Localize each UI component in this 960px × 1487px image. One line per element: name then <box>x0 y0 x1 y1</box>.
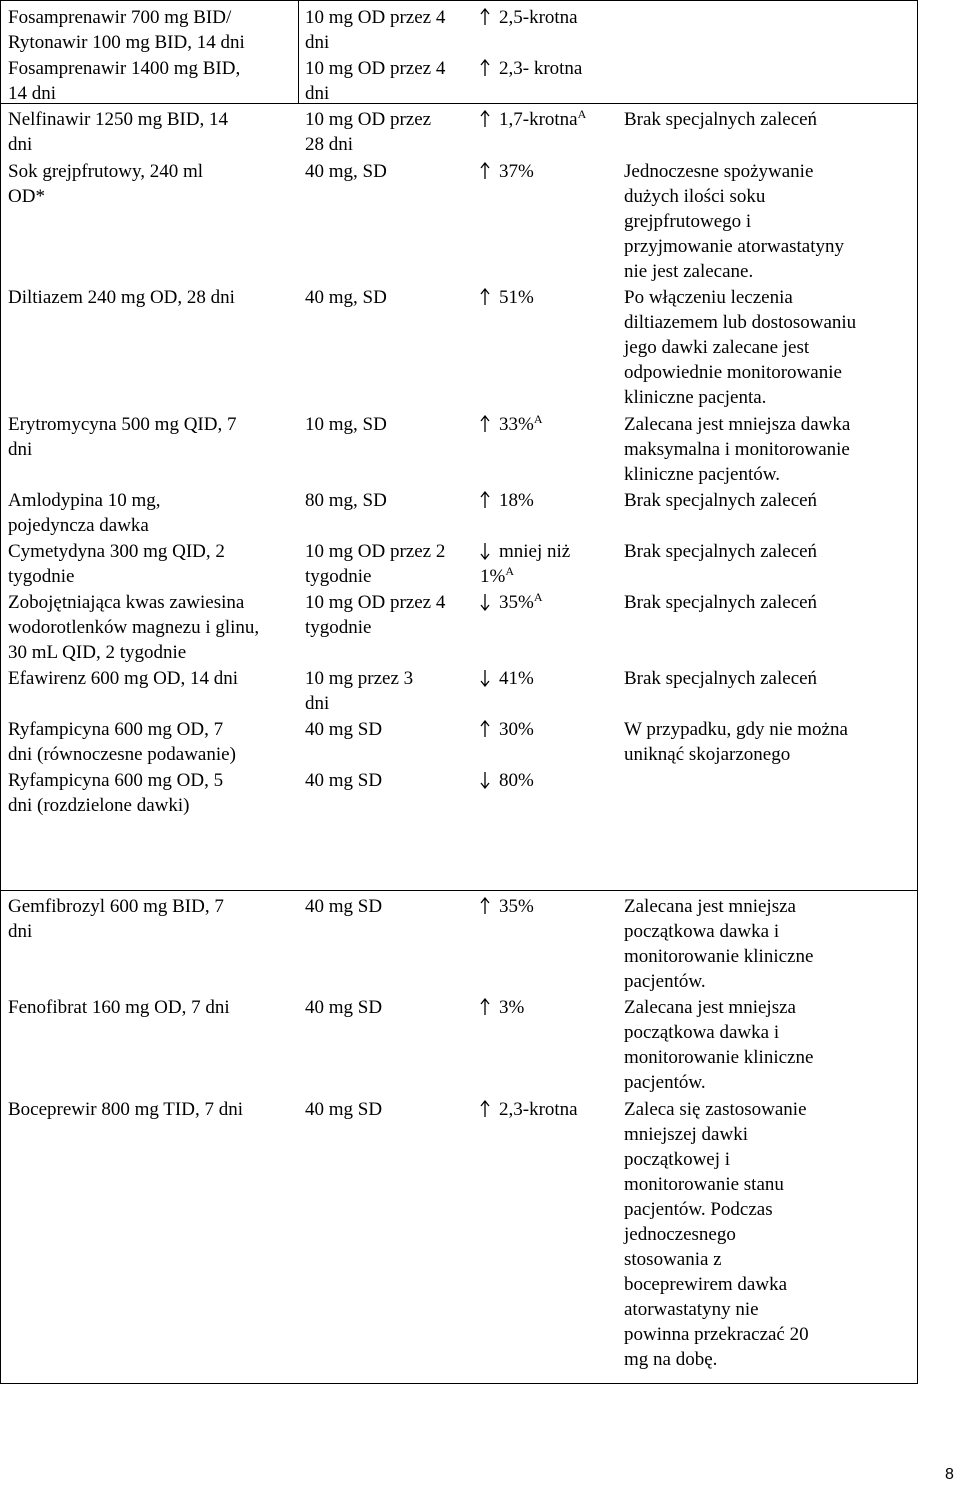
dose-cell: 10 mg OD przez 28 dni <box>305 109 432 155</box>
change-cell <box>480 412 620 437</box>
arrow-down-icon <box>480 593 490 611</box>
arrow-up-icon <box>480 415 490 433</box>
recommendation-cell: Zaleca się zastosowanie mniejszej dawki początkowej i monitorowanie stanu pacjentów. Podczas jednoczesnego stosowania z boceprewirem dawka atorwastatyny nie powinna przekraczać 20 mg na dobę. <box>624 1099 809 1370</box>
drug-cell: Ryfampicyna 600 mg OD, 7 dni (równoczesne podawanie) <box>8 719 236 765</box>
dose-cell: 10 mg, SD <box>305 414 387 435</box>
recommendation-cell: Brak specjalnych zaleceń <box>624 592 818 613</box>
change-cell <box>480 1097 620 1122</box>
change-value: 18% <box>499 490 534 511</box>
recommendation-cell: Jednoczesne spożywanie dużych ilości soku grejpfrutowego i przyjmowanie atorwastatyny nie jest zalecane. <box>624 161 845 282</box>
recommendation-cell: Po włączeniu leczenia diltiazemem lub dostosowaniu jego dawki zalecane jest odpowiednie monitorowanie kliniczne pacjenta. <box>624 287 857 408</box>
recommendation-cell: Zalecana jest mniejsza początkowa dawka i monitorowanie kliniczne pacjentów. <box>624 997 814 1093</box>
dose-cell: 10 mg OD przez 4 dni <box>305 58 446 104</box>
drug-cell: Diltiazem 240 mg OD, 28 dni <box>8 287 235 308</box>
drug-cell: Boceprewir 800 mg TID, 7 dni <box>8 1099 243 1120</box>
change-value: 51% <box>499 287 534 308</box>
drug-cell: Gemfibrozyl 600 mg BID, 7 dni <box>8 896 224 942</box>
change-cell <box>480 768 620 793</box>
drug-cell: Amlodypina 10 mg, pojedyncza dawka <box>8 490 161 536</box>
change-cell <box>480 995 620 1020</box>
dose-cell: 40 mg SD <box>305 1099 383 1120</box>
dose-cell: 40 mg SD <box>305 719 383 740</box>
change-value: 2,3-krotna <box>499 1099 578 1120</box>
recommendation-cell: Brak specjalnych zaleceń <box>624 541 818 562</box>
dose-cell: 40 mg, SD <box>305 287 387 308</box>
arrow-up-icon <box>480 897 490 915</box>
change-value: 2,5-krotna <box>499 7 578 28</box>
arrow-up-icon <box>480 720 490 738</box>
drug-cell: Cymetydyna 300 mg QID, 2 tygodnie <box>8 541 225 587</box>
row-divider <box>0 890 918 891</box>
change-value: 80% <box>499 770 534 791</box>
arrow-up-icon <box>480 998 490 1016</box>
change-cell <box>480 56 620 81</box>
dose-cell: 40 mg SD <box>305 896 383 917</box>
drug-cell: Fosamprenawir 1400 mg BID, 14 dni <box>8 58 241 104</box>
drug-cell: Efawirenz 600 mg OD, 14 dni <box>8 668 239 689</box>
dose-cell: 40 mg, SD <box>305 161 387 182</box>
recommendation-cell: Zalecana jest mniejsza początkowa dawka i monitorowanie kliniczne pacjentów. <box>624 896 814 992</box>
change-value: 3% <box>499 997 525 1018</box>
page-number: 8 <box>945 1466 954 1483</box>
dose-cell: 10 mg OD przez 2 tygodnie <box>305 541 446 587</box>
recommendation-cell: Zalecana jest mniejsza dawka maksymalna i monitorowanie kliniczne pacjentów. <box>624 414 851 485</box>
change-cell <box>480 590 620 615</box>
drug-cell: Erytromycyna 500 mg QID, 7 dni <box>8 414 237 460</box>
drug-cell: Zobojętniająca kwas zawiesina wodorotlenków magnezu i glinu, 30 mL QID, 2 tygodnie <box>8 592 260 663</box>
dose-cell: 40 mg SD <box>305 770 383 791</box>
arrow-up-icon <box>480 110 490 128</box>
change-cell <box>480 717 620 742</box>
change-cell <box>480 894 620 919</box>
change-cell <box>480 488 620 513</box>
drug-cell: Nelfinawir 1250 mg BID, 14 dni <box>8 109 229 155</box>
footnote-marker: A <box>533 412 543 426</box>
footnote-marker: A <box>577 107 587 121</box>
drug-cell: Ryfampicyna 600 mg OD, 5 dni (rozdzielone dawki) <box>8 770 224 816</box>
change-value: 37% <box>499 161 534 182</box>
recommendation-cell: Brak specjalnych zaleceń <box>624 490 818 511</box>
dose-cell: 40 mg SD <box>305 997 383 1018</box>
change-value: 30% <box>499 719 534 740</box>
arrow-up-icon <box>480 59 490 77</box>
change-cell <box>480 159 620 184</box>
footnote-marker: A <box>505 564 514 578</box>
dose-cell: 10 mg OD przez 4 dni <box>305 7 446 53</box>
change-value: 35% <box>499 896 534 917</box>
drug-cell: Fenofibrat 160 mg OD, 7 dni <box>8 997 230 1018</box>
table-border-top <box>0 0 918 1</box>
change-cell <box>480 285 620 310</box>
arrow-up-icon <box>480 1100 490 1118</box>
change-cell <box>480 107 620 132</box>
change-cell <box>480 539 620 589</box>
column-divider <box>298 0 299 104</box>
footnote-marker: A <box>533 590 543 604</box>
recommendation-cell: Brak specjalnych zaleceń <box>624 668 818 689</box>
dose-cell: 10 mg przez 3 dni <box>305 668 414 714</box>
arrow-down-icon <box>480 542 490 560</box>
arrow-up-icon <box>480 288 490 306</box>
change-value: mniej niż 1% <box>480 541 571 587</box>
table-border-bottom <box>0 1383 918 1384</box>
change-value: 2,3- krotna <box>499 58 583 79</box>
drug-cell: Sok grejpfrutowy, 240 ml OD* <box>8 161 204 207</box>
arrow-up-icon <box>480 491 490 509</box>
table-border-right <box>917 0 918 1384</box>
dose-cell: 10 mg OD przez 4 tygodnie <box>305 592 446 638</box>
arrow-up-icon <box>480 8 490 26</box>
change-cell <box>480 5 620 30</box>
table-border-left <box>0 0 1 1384</box>
change-cell <box>480 666 620 691</box>
recommendation-cell: W przypadku, gdy nie można uniknąć skojarzonego <box>624 719 848 765</box>
change-value: 41% <box>499 668 534 689</box>
change-value: 1,7-krotna <box>499 109 578 130</box>
drug-cell: Fosamprenawir 700 mg BID/ Rytonawir 100 mg BID, 14 dni <box>8 7 245 53</box>
arrow-down-icon <box>480 771 490 789</box>
change-value: 35% <box>499 592 534 613</box>
dose-cell: 80 mg, SD <box>305 490 387 511</box>
arrow-up-icon <box>480 162 490 180</box>
recommendation-cell: Brak specjalnych zaleceń <box>624 109 818 130</box>
arrow-down-icon <box>480 669 490 687</box>
change-value: 33% <box>499 414 534 435</box>
